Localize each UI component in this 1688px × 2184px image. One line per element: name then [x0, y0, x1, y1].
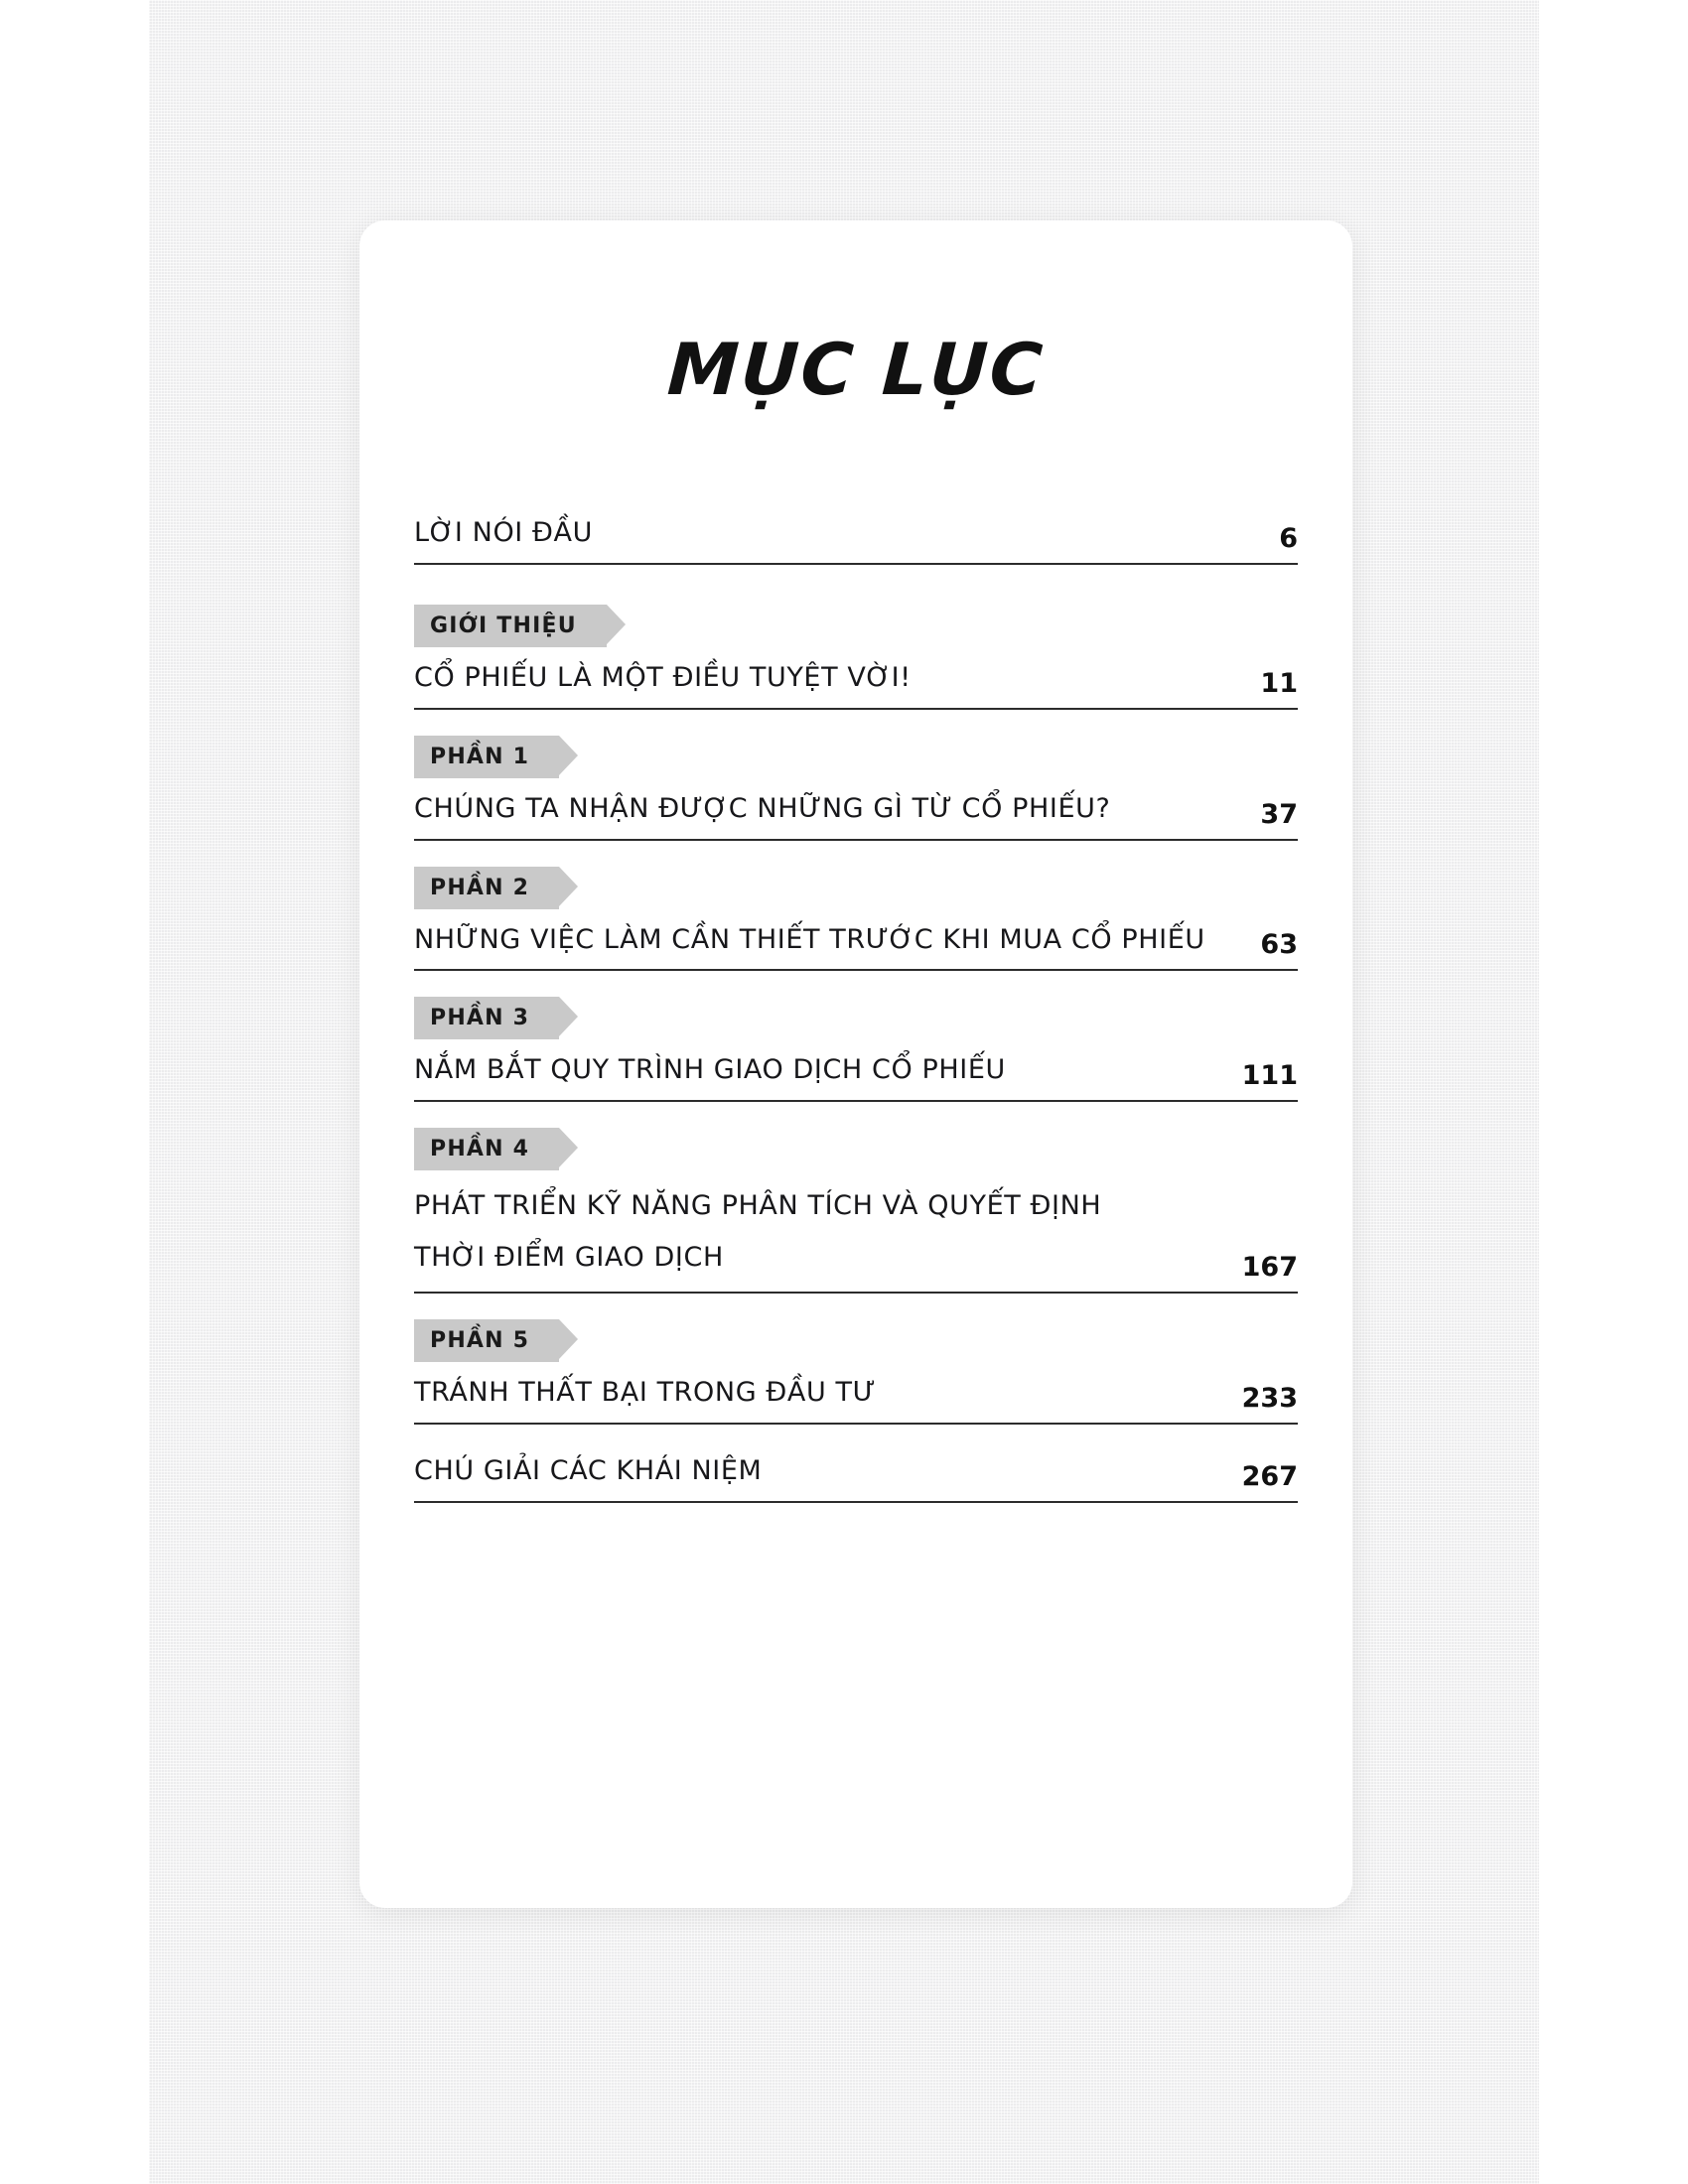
toc-entry-row[interactable]	[414, 512, 1298, 565]
toc-section-tag: GIỚI THIỆU	[414, 605, 607, 647]
toc-entry-page: 111	[1241, 1060, 1298, 1092]
toc-entry-title: LỜI NÓI ĐẦU	[414, 517, 593, 548]
page-title: MỤC LỤC	[665, 328, 1047, 411]
toc-section-tag: PHẦN 2	[414, 867, 559, 909]
toc-entry-title: CHÚ GIẢI CÁC KHÁI NIỆM	[414, 1454, 763, 1486]
toc-entry-title: CỔ PHIẾU LÀ MỘT ĐIỀU TUYỆT VỜI!	[414, 661, 912, 693]
toc-entry-page: 37	[1260, 798, 1298, 830]
toc-entry-title: PHÁT TRIỂN KỸ NĂNG PHÂN TÍCH VÀ QUYẾT ĐỊNH	[414, 1190, 1102, 1222]
toc-entry[interactable]	[414, 1128, 1298, 1294]
toc-entry-row[interactable]	[414, 1372, 1298, 1425]
toc-entry-title: CHÚNG TA NHẬN ĐƯỢC NHỮNG GÌ TỪ CỔ PHIẾU?	[414, 792, 1111, 824]
book-page	[359, 220, 1352, 1908]
toc-entry[interactable]	[414, 1450, 1298, 1503]
toc-entry-row-line2[interactable]	[414, 1232, 1298, 1294]
toc-entry-page: 267	[1241, 1460, 1298, 1492]
toc-section-tag: PHẦN 3	[414, 997, 559, 1039]
toc-section-tag: PHẦN 5	[414, 1319, 559, 1362]
toc-entry-title-continued: THỜI ĐIỂM GIAO DỊCH	[414, 1241, 724, 1273]
toc-entry-row-line1[interactable]	[414, 1180, 1298, 1231]
toc-entry-page: 233	[1241, 1382, 1298, 1414]
toc-entry-list	[414, 512, 1298, 1503]
toc-entry[interactable]	[414, 997, 1298, 1102]
toc-entry-row[interactable]	[414, 919, 1298, 972]
page-content	[359, 220, 1352, 1908]
toc-entry-title: NẮM BẮT QUY TRÌNH GIAO DỊCH CỔ PHIẾU	[414, 1054, 1006, 1086]
toc-entry[interactable]	[414, 736, 1298, 841]
toc-entry-row[interactable]	[414, 788, 1298, 841]
toc-entry[interactable]	[414, 605, 1298, 710]
toc-section-tag: PHẦN 1	[414, 736, 559, 778]
toc-entry-page: 6	[1279, 522, 1298, 554]
toc-entry-title: NHỮNG VIỆC LÀM CẦN THIẾT TRƯỚC KHI MUA CỔ PHIẾU	[414, 923, 1205, 955]
toc-entry[interactable]	[414, 512, 1298, 565]
toc-entry-page: 167	[1241, 1251, 1298, 1283]
toc-entry-page: 63	[1260, 929, 1298, 961]
toc-entry-page: 11	[1260, 667, 1298, 699]
toc-entry-row[interactable]	[414, 1049, 1298, 1102]
toc-entry[interactable]	[414, 1319, 1298, 1425]
toc-entry-title: TRÁNH THẤT BẠI TRONG ĐẦU TƯ	[414, 1376, 877, 1408]
toc-entry[interactable]	[414, 867, 1298, 972]
toc-section-tag: PHẦN 4	[414, 1128, 559, 1170]
toc-entry-row[interactable]	[414, 1450, 1298, 1503]
toc-entry-row[interactable]	[414, 657, 1298, 710]
